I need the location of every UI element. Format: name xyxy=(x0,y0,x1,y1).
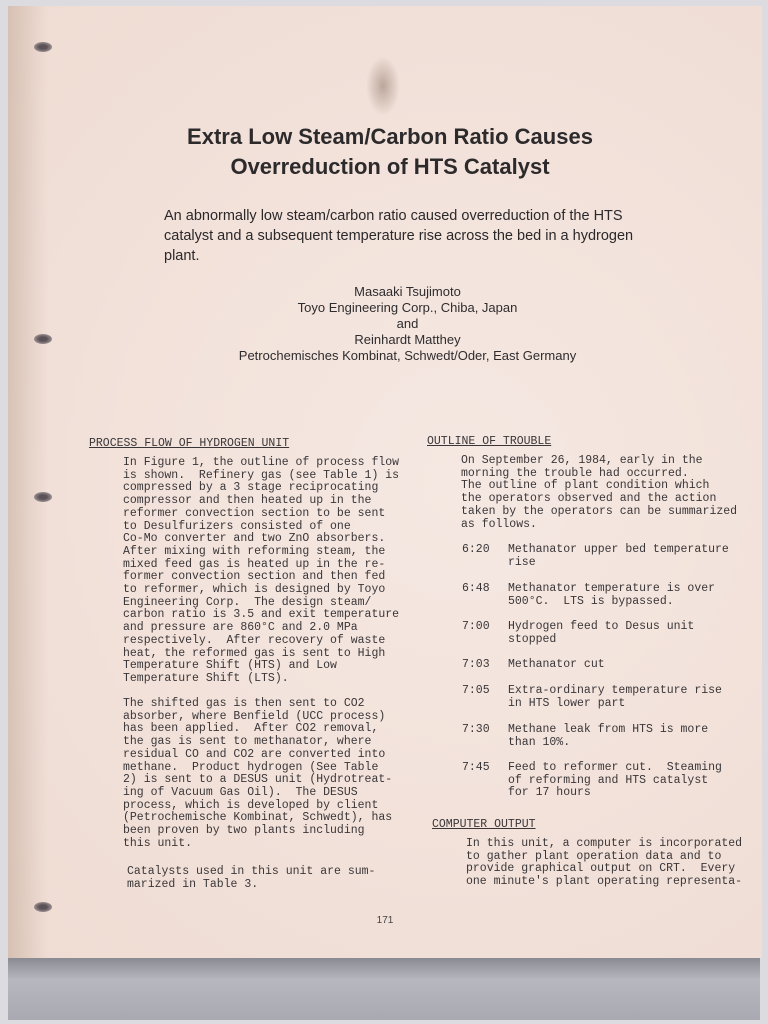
timeline-event: Methanator temperature is over 500°C. LTS is bypassed. xyxy=(508,582,716,608)
title-line-2: Overreduction of HTS Catalyst xyxy=(230,154,550,179)
timeline-event: Methanator cut xyxy=(508,658,605,671)
section-heading-outline-of-trouble: OUTLINE OF TROUBLE xyxy=(427,435,552,448)
author-affiliation: Toyo Engineering Corp., Chiba, Japan xyxy=(297,300,518,315)
title-line-1: Extra Low Steam/Carbon Ratio Causes xyxy=(187,124,593,149)
process-flow-paragraph-1: In Figure 1, the outline of process flow is shown. Refinery gas (see Table 1) is compressed by a 3 stage reciprocating compressor and then heated up in the reformer convection section to be sent to Desulfurizers consisted of one Co-Mo converter and two ZnO absorbers. After mixing with reforming steam, the mixed feed gas is heated up in the re- former convection section and then fed to reformer, which is designed by Toyo Engineering Corp. The design steam/ carbon ratio is 3.5 and exit temperature and pressure are 860°C and 2.0 MPa respectively. After recovery of waste heat, the reformed gas is sent to High Temperature Shift (HTS) and Low Temperature Shift (LTS). xyxy=(123,456,400,685)
timeline-event: Methanator upper bed temperature rise xyxy=(508,543,729,569)
section-heading-process-flow: PROCESS FLOW OF HYDROGEN UNIT xyxy=(89,437,290,450)
author-name: Reinhardt Matthey xyxy=(354,332,461,347)
article-title xyxy=(120,122,660,182)
author-affiliation: Petrochemisches Kombinat, Schwedt/Oder, East Germany xyxy=(238,348,577,363)
timeline-event: Hydrogen feed to Desus unit stopped xyxy=(508,620,695,646)
article-subtitle: An abnormally low steam/carbon ratio caused overreduction of the HTS catalyst and a subsequent temperature rise across the bed in a hydrogen plant. xyxy=(164,208,634,264)
timeline-time: 7:05 xyxy=(462,684,490,697)
timeline-time: 6:20 xyxy=(462,543,490,556)
author-conjunction: and xyxy=(396,316,419,331)
page-number: 171 xyxy=(376,915,394,926)
timeline-time: 7:00 xyxy=(462,620,490,633)
timeline-time: 7:45 xyxy=(462,761,490,774)
timeline-time: 7:30 xyxy=(462,723,490,736)
page-stain xyxy=(366,56,400,116)
section-heading-computer-output: COMPUTER OUTPUT xyxy=(432,818,536,831)
timeline-event: Methane leak from HTS is more than 10%. xyxy=(508,723,709,749)
timeline-event: Feed to reformer cut. Steaming of reforming and HTS catalyst for 17 hours xyxy=(508,761,722,800)
binder-hole xyxy=(34,334,52,344)
binder-hole xyxy=(34,492,52,502)
timeline-event: Extra-ordinary temperature rise in HTS lower part xyxy=(508,684,722,710)
timeline-time: 7:03 xyxy=(462,658,490,671)
process-flow-paragraph-3: Catalysts used in this unit are sum- marized in Table 3. xyxy=(127,865,376,891)
binder-hole xyxy=(34,902,52,912)
process-flow-paragraph-2: The shifted gas is then sent to CO2 absorber, where Benfield (UCC process) has been applied. After CO2 removal, the gas is sent to methanator, where residual CO and CO2 are converted into methane. Product hydrogen (See Table 2) is sent to a DESUS unit (Hydrotreat- ing of Vacuum Gas Oil). The DESUS process, which is developed by client (Petrochemische Kombinat, Schwedt), has been proven by two plants including this unit. xyxy=(123,697,393,850)
trouble-intro-paragraph: On September 26, 1984, early in the morning the trouble had occurred. The outline of plant condition which the operators observed and the action taken by the operators can be summarized as follows. xyxy=(461,454,738,531)
binder-hole xyxy=(34,42,52,52)
scanner-background xyxy=(8,958,760,1020)
timeline-time: 6:48 xyxy=(462,582,490,595)
computer-output-paragraph: In this unit, a computer is incorporated to gather plant operation data and to provide graphical output on CRT. Every one minute's plant operating representa- xyxy=(466,837,743,889)
author-name: Masaaki Tsujimoto xyxy=(354,284,461,299)
author-block xyxy=(180,284,635,364)
